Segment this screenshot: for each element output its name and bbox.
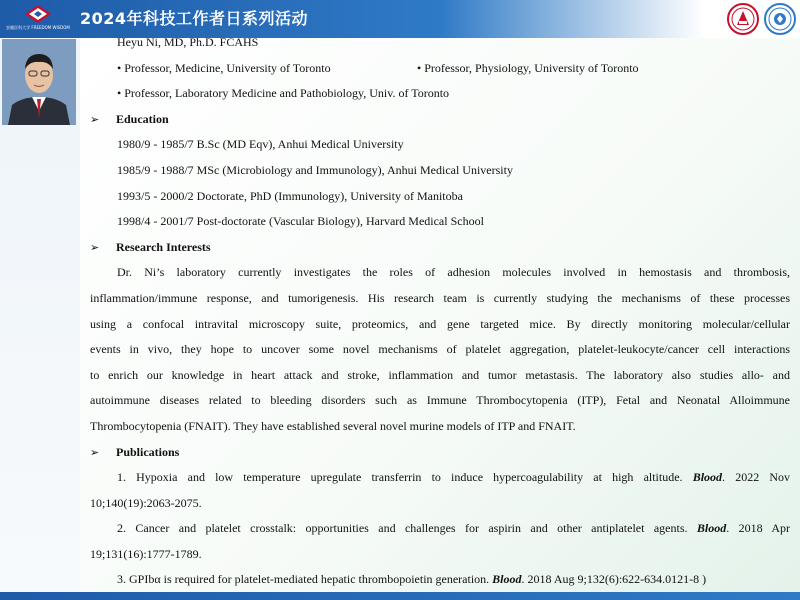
- research-line: to enrich our knowledge in heart attack and stroke, inflammation and tumor metastasis. The laboratory also studies allo- and: [90, 367, 790, 382]
- education-item: 1993/5 - 2000/2 Doctorate, PhD (Immunology), University of Manitoba: [117, 188, 463, 203]
- profile-content: [90, 30, 790, 593]
- research-line: using a confocal intravital microscopy suite, proteomics, and gene targeted mice. By directly monitoring molecular/cellular: [90, 316, 790, 331]
- publication-journal: Blood: [492, 572, 522, 587]
- publication-citation: 10;140(19):2063-2075.: [90, 495, 202, 510]
- logo-emblem-icon: [23, 3, 53, 25]
- publication-title: 2. Cancer and platelet crosstalk: opportunities and challenges for aspirin and other antiplatelet agents.: [117, 521, 697, 536]
- education-heading: Education: [116, 111, 169, 126]
- arrow-bullet-icon: ➢: [90, 112, 100, 126]
- education-item: 1998/4 - 2001/7 Post-doctorate (Vascular Biology), Harvard Medical School: [117, 214, 484, 229]
- publications-heading-row: [90, 440, 790, 466]
- research-line: Dr. Ni’s laboratory currently investigates the roles of adhesion molecules involved in hemostasis and thrombosis,: [117, 265, 790, 280]
- publication-date: . 2022 Nov: [722, 470, 790, 485]
- research-line: Thrombocytopenia (FNAIT). They have established several novel murine models of ITP and FNAIT.: [90, 418, 576, 433]
- title-physiology: • Professor, Physiology, University of Toronto: [417, 60, 639, 75]
- research-line: events in vivo, they hope to uncover some novel mechanisms of platelet aggregation, platelet-leukocyte/cancer cell interactions: [90, 342, 790, 357]
- title-lab-medicine: • Professor, Laboratory Medicine and Pathobiology, Univ. of Toronto: [117, 86, 450, 101]
- titles-row: [90, 56, 790, 82]
- portrait-photo: [2, 39, 76, 125]
- publication-title: 1. Hypoxia and low temperature upregulate transferrin to induce hypercoagulability at high altitude.: [117, 470, 693, 485]
- publication-citation: . 2018 Aug 9;132(6):622-634.0121-8 ): [521, 572, 707, 587]
- event-title: 2024年科技工作者日系列活动: [80, 9, 309, 28]
- research-line: inflammation/immune response, and tumorigenesis. His research team is currently studying the mechanisms of these processes: [90, 290, 790, 305]
- person-icon: [2, 39, 76, 125]
- university-logo: [6, 3, 70, 35]
- footer-bar: [0, 592, 800, 600]
- publication-item: [90, 465, 790, 491]
- education-item: 1980/9 - 1985/7 B.Sc (MD Eqv), Anhui Medical University: [117, 137, 404, 152]
- publications-heading: Publications: [116, 444, 180, 459]
- title-medicine: • Professor, Medicine, University of Toronto: [117, 60, 331, 75]
- research-heading-row: [90, 235, 790, 261]
- education-heading-row: [90, 107, 790, 133]
- logo-text: 安徽医科大学 FREEDOM WISDOM: [6, 25, 70, 30]
- arrow-bullet-icon: ➢: [90, 240, 100, 254]
- publication-item: [90, 516, 790, 542]
- publication-citation: 19;131(16):1777-1789.: [90, 546, 202, 561]
- research-line: autoimmune diseases related to bleeding disorders such as Immune Thrombocytopenia (ITP), Fetal and Neonatal Alloimmune: [90, 393, 790, 408]
- research-heading: Research Interests: [116, 239, 211, 254]
- arrow-bullet-icon: ➢: [90, 445, 100, 459]
- publication-journal: Blood: [692, 470, 723, 485]
- education-item: 1985/9 - 1988/7 MSc (Microbiology and Immunology), Anhui Medical University: [117, 162, 513, 177]
- publication-date: . 2018 Apr: [726, 521, 791, 536]
- publication-item: [90, 567, 790, 593]
- name-line: Heyu Ni, MD, Ph.D. FCAHS: [117, 35, 259, 49]
- publication-journal: Blood: [696, 521, 727, 536]
- publication-title: 3. GPIbα is required for platelet-mediated hepatic thrombopoietin generation.: [117, 572, 493, 587]
